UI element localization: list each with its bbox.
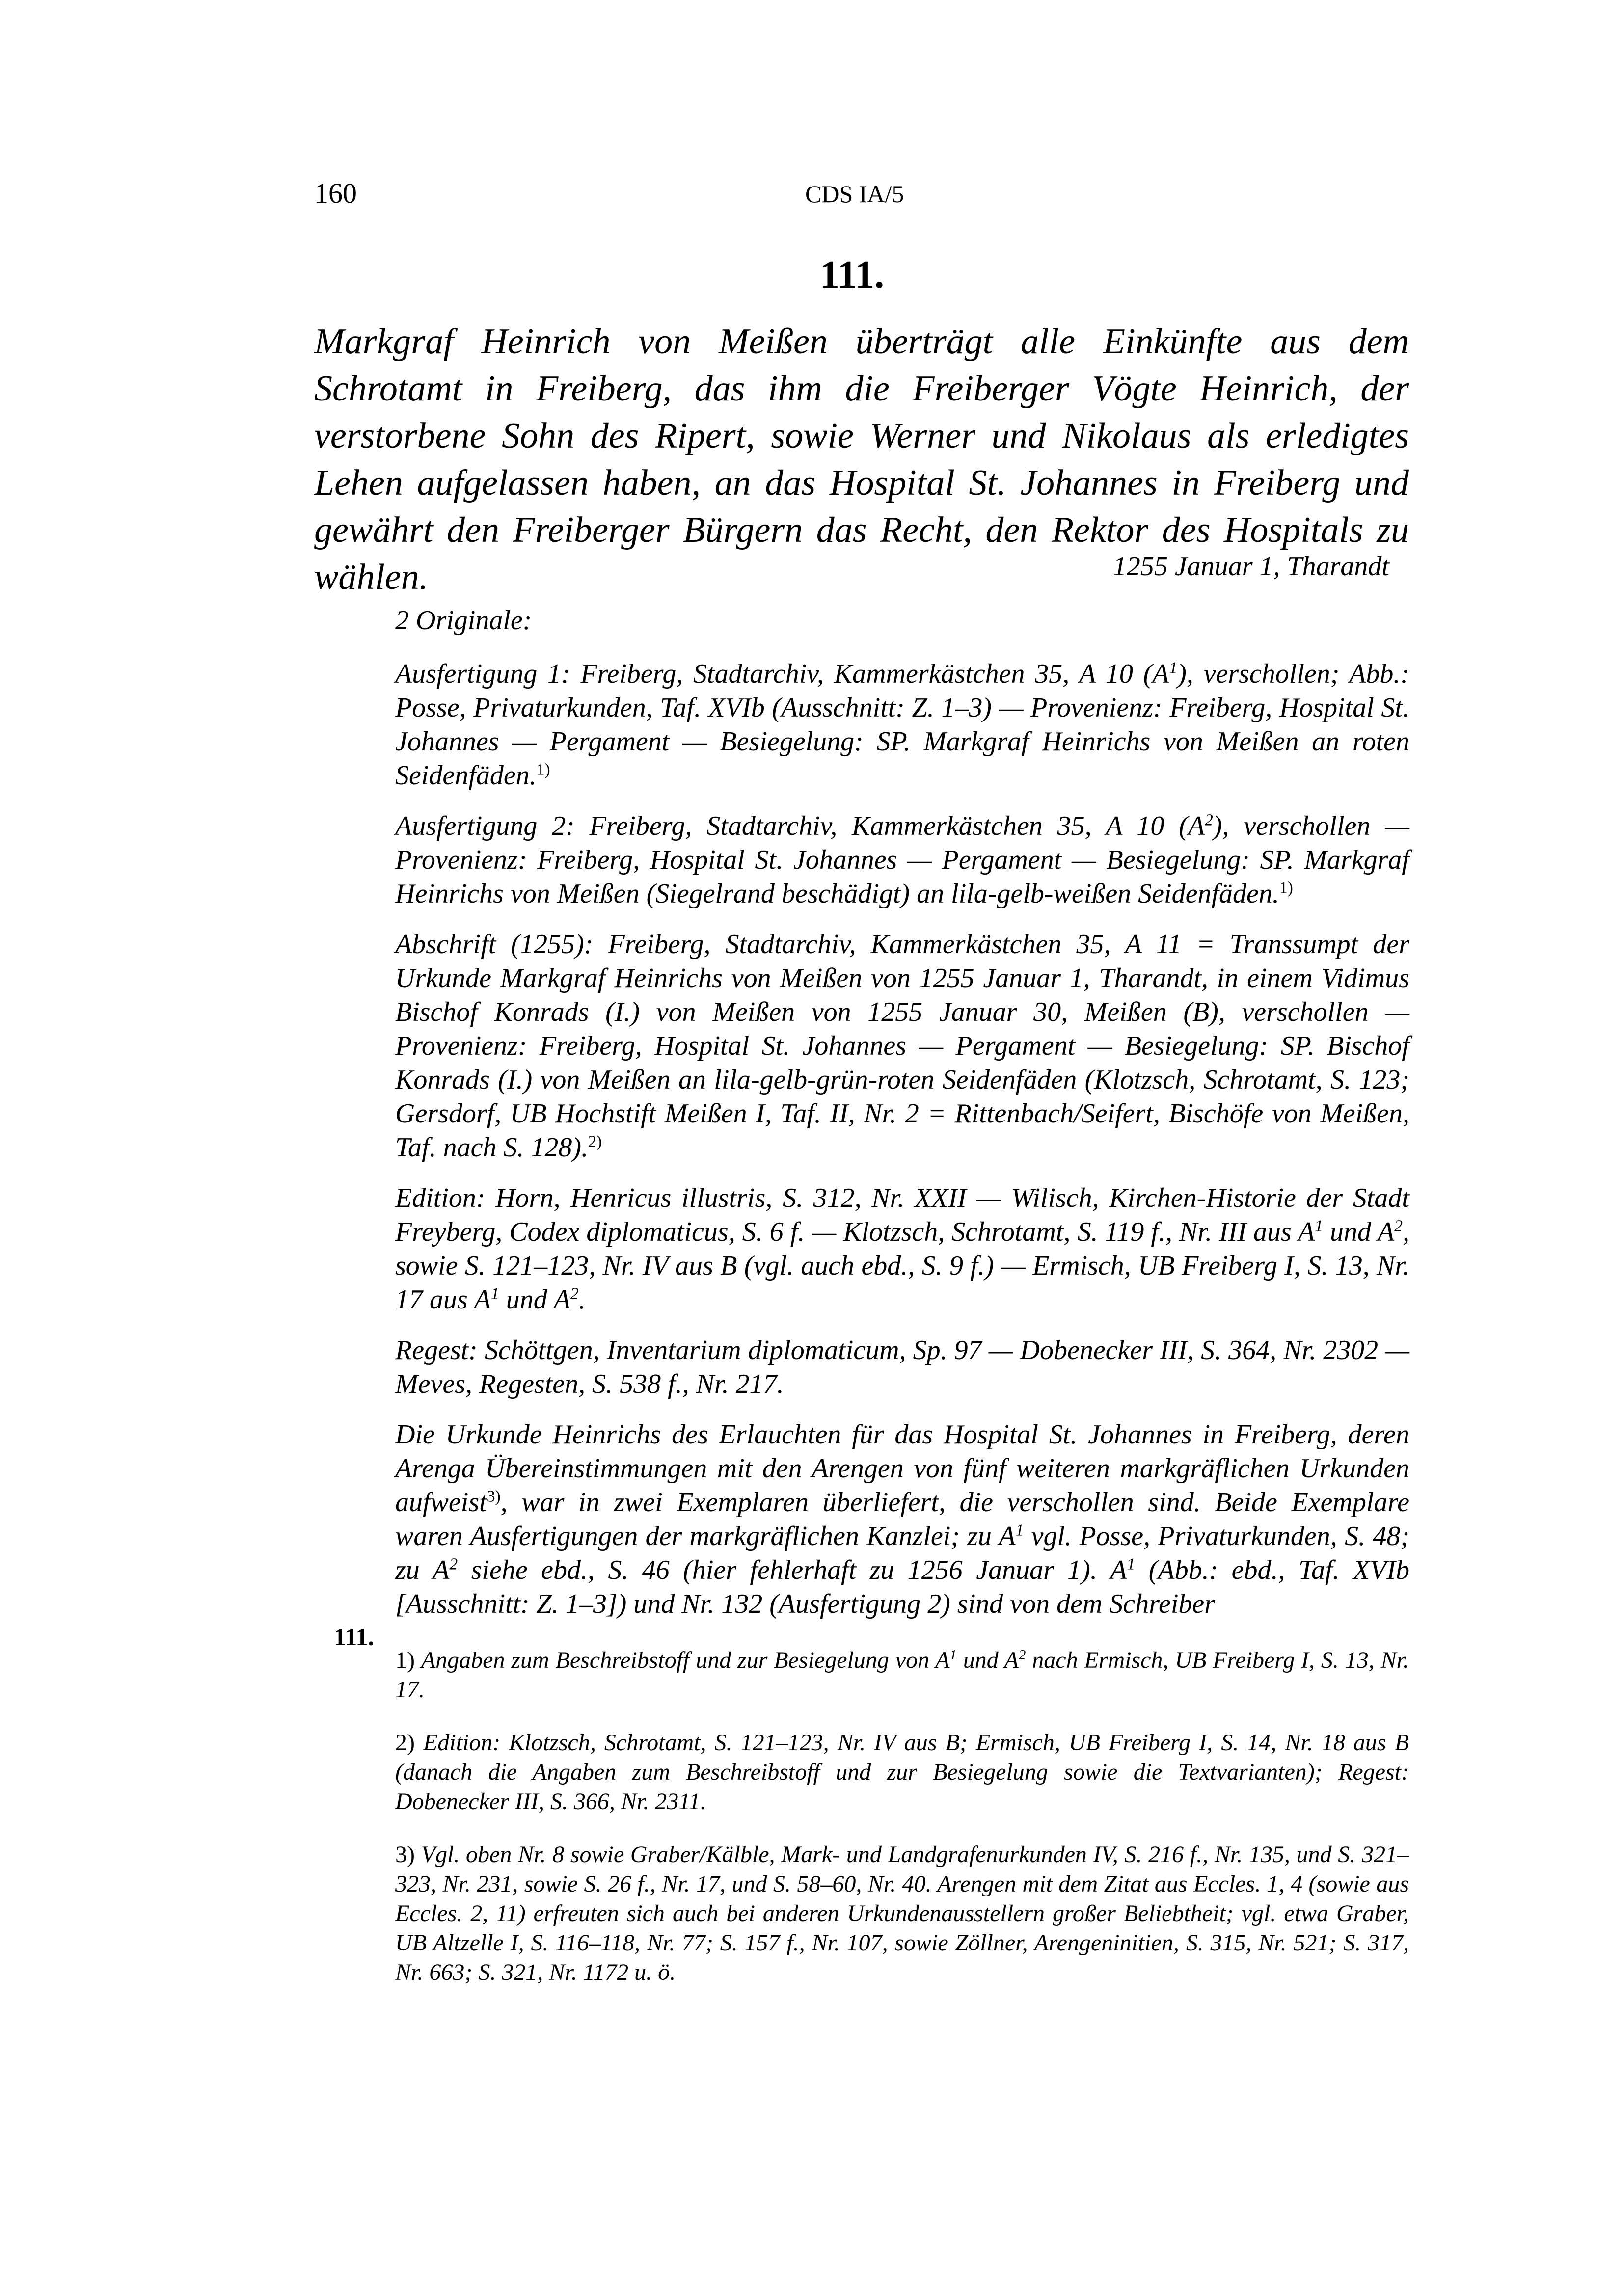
text-segment: ), verschollen; Abb.: Posse, Privaturkunden, Taf. XVIb (Ausschnitt: Z. 1–3) — Provenienz: Freiberg, Hospital St. Johannes — Pergament — Besiegelung: SP. Markgraf Heinrichs von Meißen an roten Seidenfäden.: [395, 659, 1409, 791]
text-segment: vgl. Posse, Privaturkunden, S. 48; zu A: [395, 1521, 1410, 1585]
text-segment: und A: [1323, 1217, 1395, 1247]
document-number: 111.: [820, 253, 885, 296]
superscript: 2: [1205, 811, 1213, 829]
running-head: CDS IA/5: [805, 180, 904, 208]
text-segment: und A: [956, 1647, 1019, 1673]
footnote-ref[interactable]: 3): [487, 1487, 501, 1506]
superscript: 1: [1127, 1555, 1136, 1574]
footnote-document-number: 111.: [334, 1623, 374, 1651]
footnote-ref[interactable]: 2): [588, 1132, 602, 1151]
superscript: 2: [449, 1555, 458, 1574]
text-segment: Abschrift (1255): Freiberg, Stadtarchiv, Kammerkästchen 35, A 11 = Transsumpt der Urkunde Markgraf Heinrichs von Meißen von 1255 Januar 1, Tharandt, in einem Vidimus Bischof Konrads (I.) von Meißen von 1255 Januar 30, Meißen (B), verschollen — Provenienz: Freiberg, Hospital St. Johannes — Pergament — Besiegelung: SP. Bischof Konrads (I.) von Meißen an lila-gelb-grün-roten Seidenfäden (Klotzsch, Schrotamt, S. 123; Gersdorf, UB Hochstift Meißen I, Taf. II, Nr. 2 = Rittenbach/Seifert, Bischöfe von Meißen, Taf. nach S. 128).: [395, 929, 1409, 1163]
superscript: 1: [1315, 1217, 1323, 1235]
regest: Regest: Schöttgen, Inventarium diplomaticum, Sp. 97 — Dobenecker III, S. 364, Nr. 2302 — Meves, Regesten, S. 538 f., Nr. 217.: [395, 1335, 1409, 1399]
text-segment: ), verschollen — Provenienz: Freiberg, Hospital St. Johannes — Pergament — Besiegelung: SP. Markgraf Heinrichs von Meißen (Siegelrand beschädigt) an lila-gelb-weißen Seidenfäden.: [395, 811, 1409, 909]
document-title: Markgraf Heinrich von Meißen überträgt alle Einkünfte aus dem Schrotamt in Freiberg, das ihm die Freiberger Vögte Heinrich, der verstorbene Sohn des Ripert, sowie Werner und Nikolaus als erledigtes Lehen aufgelassen haben, an das Hospital St. Johannes in Freiberg und gewährt den Freiberger Bürgern das Recht, den Rektor des Hospitals zu wählen.: [314, 321, 1409, 597]
footnote-text: Vgl. oben Nr. 8 sowie Graber/Kälble, Mark- und Landgrafenurkunden IV, S. 216 f., Nr. 135, und S. 321–323, Nr. 231, sowie S. 26 f., Nr. 17, und S. 58–60, Nr. 40. Arengen mit dem Zitat aus Eccles. 1, 4 (sowie aus Eccles. 2, 11) erfreuten sich auch bei anderen Urkundenausstellern großer Beliebtheit; vgl. etwa Graber, UB Altzelle I, S. 116–118, Nr. 77; S. 157 f., Nr. 107, sowie Zöllner, Arengeninitien, S. 315, Nr. 521; S. 317, Nr. 663; S. 321, Nr. 1172 u. ö.: [395, 1842, 1409, 1985]
abschrift: [395, 928, 1409, 1165]
superscript: 2: [1394, 1217, 1403, 1235]
text-segment: nach Ermisch, UB Freiberg I, S. 13, Nr. 17.: [395, 1647, 1409, 1703]
footnote-number: 1): [395, 1647, 415, 1673]
text-segment: Ausfertigung 1: Freiberg, Stadtarchiv, Kammerkästchen 35, A 10 (A: [395, 659, 1169, 689]
superscript: 1: [1015, 1521, 1024, 1540]
footnote-ref[interactable]: 1): [536, 760, 550, 779]
footnote-text: Edition: Klotzsch, Schrotamt, S. 121–123, Nr. IV aus B; Ermisch, UB Freiberg I, S. 14, Nr. 18 aus B (danach die Angaben zum Beschreibstoff und zur Besiegelung sowie die Textvarianten); Regest: Dobenecker III, S. 366, Nr. 2311.: [395, 1730, 1409, 1815]
edition: [395, 1181, 1409, 1317]
footnote-2: [395, 1728, 1409, 1816]
footnote-ref[interactable]: 1): [1279, 879, 1293, 897]
text-segment: und A: [499, 1284, 570, 1315]
source-tradition: [395, 604, 1409, 1638]
footnote-number: 3): [395, 1842, 415, 1868]
text-segment: , sowie S. 121–123, Nr. IV aus B (vgl. auch ebd., S. 9 f.) — Ermisch, UB Freiberg I, S. 13, Nr. 17 aus A: [395, 1217, 1409, 1315]
ausfertigung-1: [395, 657, 1409, 793]
footnote-number: 2): [395, 1730, 415, 1756]
footnote-1: [395, 1646, 1409, 1705]
date-place: 1255 Januar 1, Tharandt: [1112, 551, 1389, 582]
superscript: 1: [491, 1284, 499, 1303]
superscript: 2: [570, 1284, 579, 1303]
superscript: 1: [1169, 659, 1178, 677]
text-segment: , war in zwei Exemplaren überliefert, die verschollen sind. Beide Exemplare waren Ausfertigungen der markgräflichen Kanzlei; zu A: [395, 1487, 1409, 1551]
text-segment: (Abb.: ebd., Taf. XVIb [Ausschnitt: Z. 1–3]) und Nr. 132 (Ausfertigung 2) sind von dem Schreiber: [395, 1555, 1409, 1619]
text-segment: Ausfertigung 2: Freiberg, Stadtarchiv, Kammerkästchen 35, A 10 (A: [395, 811, 1205, 841]
page-number: 160: [314, 177, 357, 209]
ausfertigung-2: [395, 809, 1409, 911]
text-segment: Angaben zum Beschreibstoff und zur Besiegelung von A: [421, 1647, 950, 1673]
footnote-3: [395, 1840, 1409, 1987]
superscript: 2: [1019, 1647, 1026, 1663]
text-segment: siehe ebd., S. 46 (hier fehlerhaft zu 1256 Januar 1). A: [458, 1555, 1127, 1585]
originals-label: 2 Originale:: [395, 605, 532, 636]
text-segment: Die Urkunde Heinrichs des Erlauchten für das Hospital St. Johannes in Freiberg, deren Arenga Übereinstimmungen mit den Arengen von fünf weiteren markgräflichen Urkunden aufweist: [395, 1419, 1409, 1518]
text-segment: Edition: Horn, Henricus illustris, S. 312, Nr. XXII — Wilisch, Kirchen-Historie der Stadt Freyberg, Codex diplomaticus, S. 6 f. — Klotzsch, Schrotamt, S. 119 f., Nr. III aus A: [395, 1183, 1409, 1247]
footnotes: [334, 1622, 1409, 1987]
commentary: [395, 1418, 1409, 1621]
superscript: 1: [949, 1647, 957, 1663]
text-segment: .: [578, 1284, 586, 1315]
